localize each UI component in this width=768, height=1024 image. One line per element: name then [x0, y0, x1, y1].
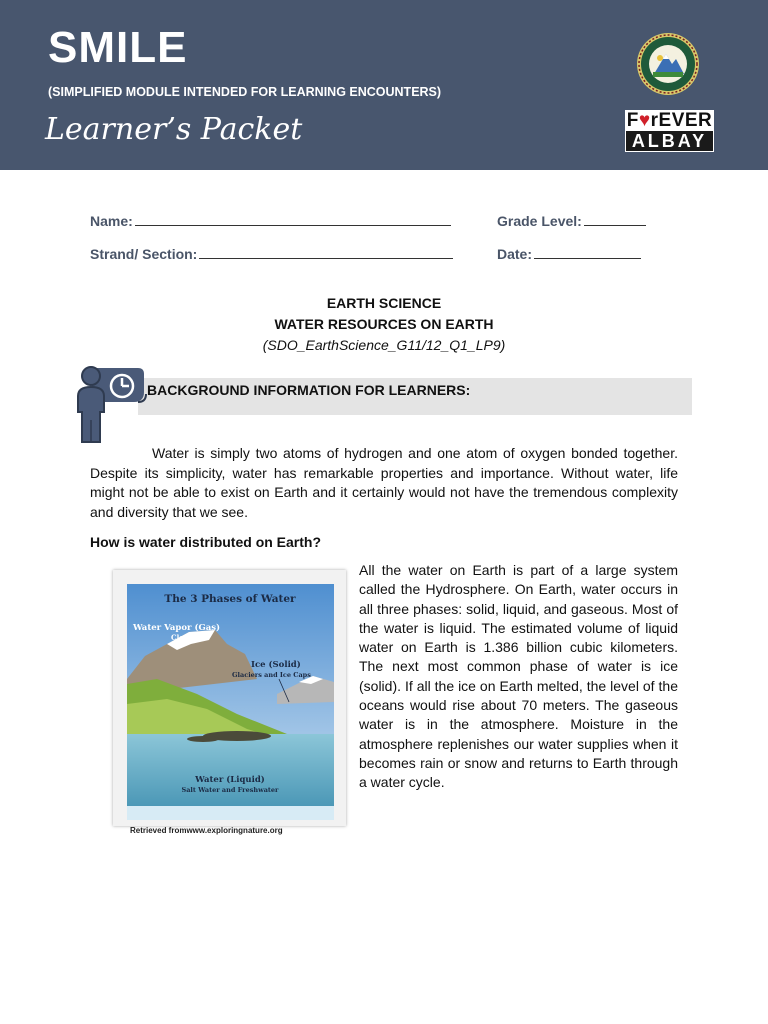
module-title: SMILE	[48, 23, 188, 72]
strand-field[interactable]	[90, 246, 453, 262]
name-label: Name:	[90, 213, 133, 229]
solid-label: Ice (Solid)	[251, 660, 301, 670]
strand-label: Strand/ Section:	[90, 246, 198, 262]
header-banner	[0, 0, 768, 170]
solid-sub-label: Glaciers and Ice Caps	[232, 671, 311, 679]
module-subtitle: (SIMPLIFIED MODULE INTENDED FOR LEARNING ENCOUNTERS)	[48, 85, 442, 99]
date-label: Date:	[497, 246, 533, 262]
grade-label: Grade Level:	[497, 213, 582, 229]
figure-credit: Retrieved fromwww.exploringnature.org	[130, 826, 283, 835]
strand-line[interactable]	[199, 246, 453, 259]
water-phases-illustration	[127, 584, 334, 820]
figure-title: The 3 Phases of Water	[164, 593, 296, 605]
gas-sub-label: Clouds	[171, 633, 198, 642]
hydrosphere-paragraph: All the water on Earth is part of a large system called the Hydrosphere. On Earth, water occurs in all three phases: solid, liquid, and gaseous. Most of the water is liquid. The estimated volume of liquid water on Earth is 1.386 billion cubic kilometers. The next most common phase of water is ice (solid). If all the ice on Earth melted, the level of the oceans would rise about 70 meters. The gaseous water is in the atmosphere. Moisture in the atmosphere replenishes our water supplies when it becomes rain or snow and returns to Earth through a water cycle.	[359, 562, 678, 791]
learner-clock-icon	[72, 362, 148, 446]
water-phases-figure	[113, 570, 346, 826]
name-line[interactable]	[135, 213, 451, 226]
grade-field[interactable]	[497, 213, 646, 229]
intro-paragraph: Water is simply two atoms of hydrogen and one atom of oxygen bonded together. Despite its simplicity, water has remarkable properties and importance. Without water, life might not be able to exist on Earth and it certainly would not have the tremendous complexity and diversity that we see.	[90, 445, 678, 520]
liquid-sub-label: Salt Water and Freshwater	[181, 786, 279, 794]
grade-line[interactable]	[584, 213, 646, 226]
forever-albay-logo: F♥rEVER ALBAY	[626, 110, 713, 151]
deped-albay-seal-icon	[636, 32, 700, 96]
lesson-code: (SDO_EarthScience_G11/12_Q1_LP9)	[262, 337, 506, 353]
subject-title: EARTH SCIENCE	[326, 295, 442, 311]
gas-label: Water Vapor (Gas)	[133, 623, 221, 633]
date-field[interactable]	[497, 246, 641, 262]
name-field[interactable]	[90, 213, 451, 229]
section-heading: BACKGROUND INFORMATION FOR LEARNERS:	[147, 382, 471, 398]
packet-title: Learner’s Packet	[45, 112, 303, 147]
topic-title: WATER RESOURCES ON EARTH	[274, 316, 494, 332]
question-heading: How is water distributed on Earth?	[90, 534, 322, 550]
heart-icon: ♥	[638, 110, 651, 131]
liquid-label: Water (Liquid)	[195, 775, 265, 785]
date-line[interactable]	[534, 246, 641, 259]
